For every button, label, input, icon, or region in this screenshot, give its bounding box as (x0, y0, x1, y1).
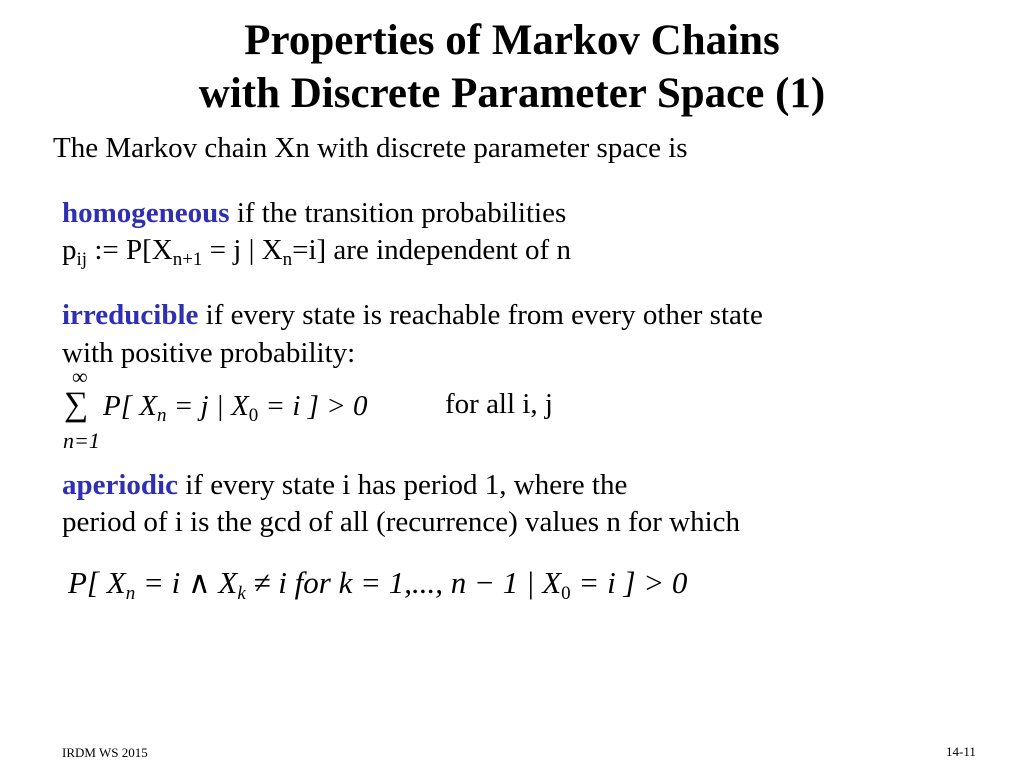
slide-title-line2: with Discrete Parameter Space (1) (198, 70, 826, 117)
homogeneous-text: if the transition probabilities (236, 197, 567, 229)
aperiodic-line (62, 471, 627, 500)
def-sub-n1: n+1 (172, 249, 203, 270)
aperiodic-formula: P[ $X_n = i$ ∧ $X_k \ne i$ for k = 1,..., n − 1 | $X_0 = i$ ] > 0 (68, 565, 688, 604)
def-mid: := P[X (87, 234, 173, 266)
def-mid2: = j | X (202, 234, 283, 266)
irreducible-line2: with positive probability: (62, 337, 356, 369)
sum-upper-limit: ∞ (72, 364, 88, 389)
sum-lower-limit: n=1 (63, 428, 100, 453)
aperiodic-line2: period of i is the gcd of all (recurrence) values n for which (62, 506, 741, 538)
def-p-sub: ij (76, 249, 88, 270)
intro-text: The Markov chain Xn with discrete parameter space is (53, 132, 688, 164)
sum-sign: ∑ (64, 386, 89, 423)
irreducible-line (62, 301, 763, 330)
footer-page-number: 14-11 (946, 744, 976, 759)
irreducible-keyword: irreducible (62, 299, 199, 331)
homogeneous-line (62, 199, 566, 228)
slide-title-line1: Properties of Markov Chains (244, 17, 780, 64)
def-p: p (62, 234, 77, 266)
homogeneous-keyword: homogeneous (62, 197, 230, 229)
aperiodic-text: if every state i has period 1, where the (185, 469, 628, 501)
for-all-text: for all i, j (445, 388, 553, 420)
aperiodic-keyword: aperiodic (62, 469, 178, 501)
footer-course: IRDM WS 2015 (62, 745, 148, 760)
irreducible-formula: P[ $X_n = j$ | $X_0 = i$ ] > 0 (103, 390, 368, 426)
irreducible-text: if every state is reachable from every other state (205, 299, 763, 331)
def-sub-n: n (282, 249, 293, 270)
def-end: =i] are independent of n (292, 234, 571, 266)
transition-probability-definition (62, 234, 571, 270)
